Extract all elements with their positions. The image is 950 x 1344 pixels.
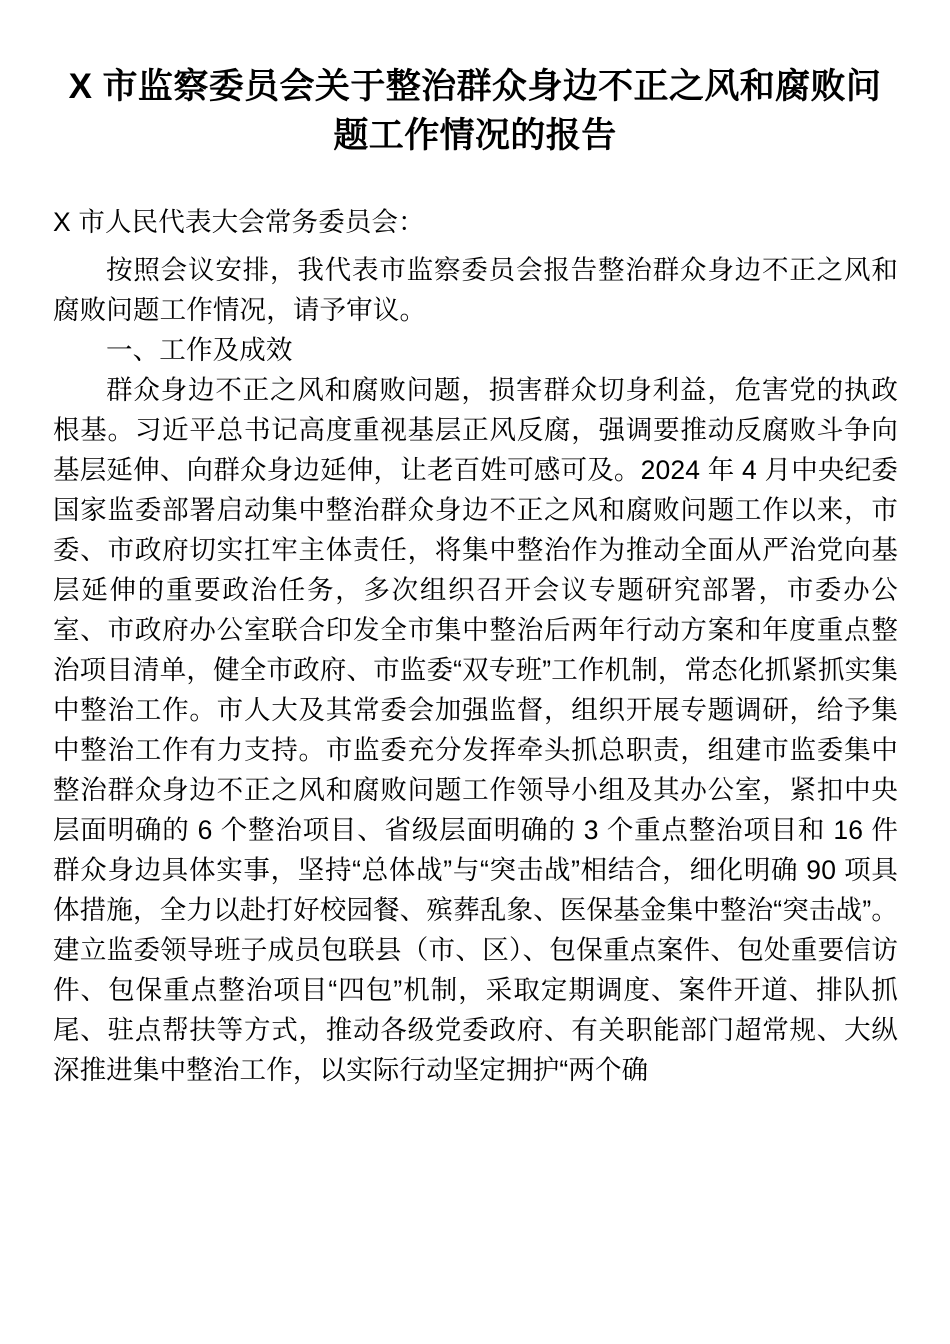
paragraph-intro: 按照会议安排，我代表市监察委员会报告整治群众身边不正之风和腐败问题工作情况，请予审议。	[53, 255, 898, 325]
section-heading-1: 一、工作及成效	[106, 335, 293, 365]
addressee-line: X 市人民代表大会常务委员会：	[53, 207, 425, 237]
paragraph-section-1-body: 群众身边不正之风和腐败问题，损害群众切身利益，危害党的执政根基。习近平总书记高度重视基层正风反腐，强调要推动反腐败斗争向基层延伸、向群众身边延伸，让老百姓可感可及。2024 年 4 月中央纪委国家监委部署启动集中整治群众身边不正之风和腐败问题工作以来，市委、市政府切实扛牢主体责任，将集中整治作为推动全面从严治党向基层延伸的重要政治任务，多次组织召开会议专题研究部署，市委办公室、市政府办公室联合印发全市集中整治后两年行动方案和年度重点整治项目清单，健全市政府、市监委“双专班”工作机制，常态化抓紧抓实集中整治工作。市人大及其常委会加强监督，组织开展专题调研，给予集中整治工作有力支持。市监委充分发挥牵头抓总职责，组建市监委集中整治群众身边不正之风和腐败问题工作领导小组及其办公室，紧扣中央层面明确的 6 个整治项目、省级层面明确的 3 个重点整治项目和 16 件群众身边具体实事，坚持“总体战”与“突击战”相结合，细化明确 90 项具体措施，全力以赴打好校园餐、殡葬乱象、医保基金集中整治“突击战”。建立监委领导班子成员包联县（市、区）、包保重点案件、包处重要信访件、包保重点整治项目“四包”机制，采取定期调度、案件开道、排队抓尾、驻点帮扶等方式，推动各级党委政府、有关职能部门超常规、大纵深推进集中整治工作，以实际行动坚定拥护“两个确	[53, 375, 898, 1085]
document-body	[0, 202, 950, 1090]
page-title: X 市监察委员会关于整治群众身边不正之风和腐败问题工作情况的报告	[68, 67, 882, 155]
